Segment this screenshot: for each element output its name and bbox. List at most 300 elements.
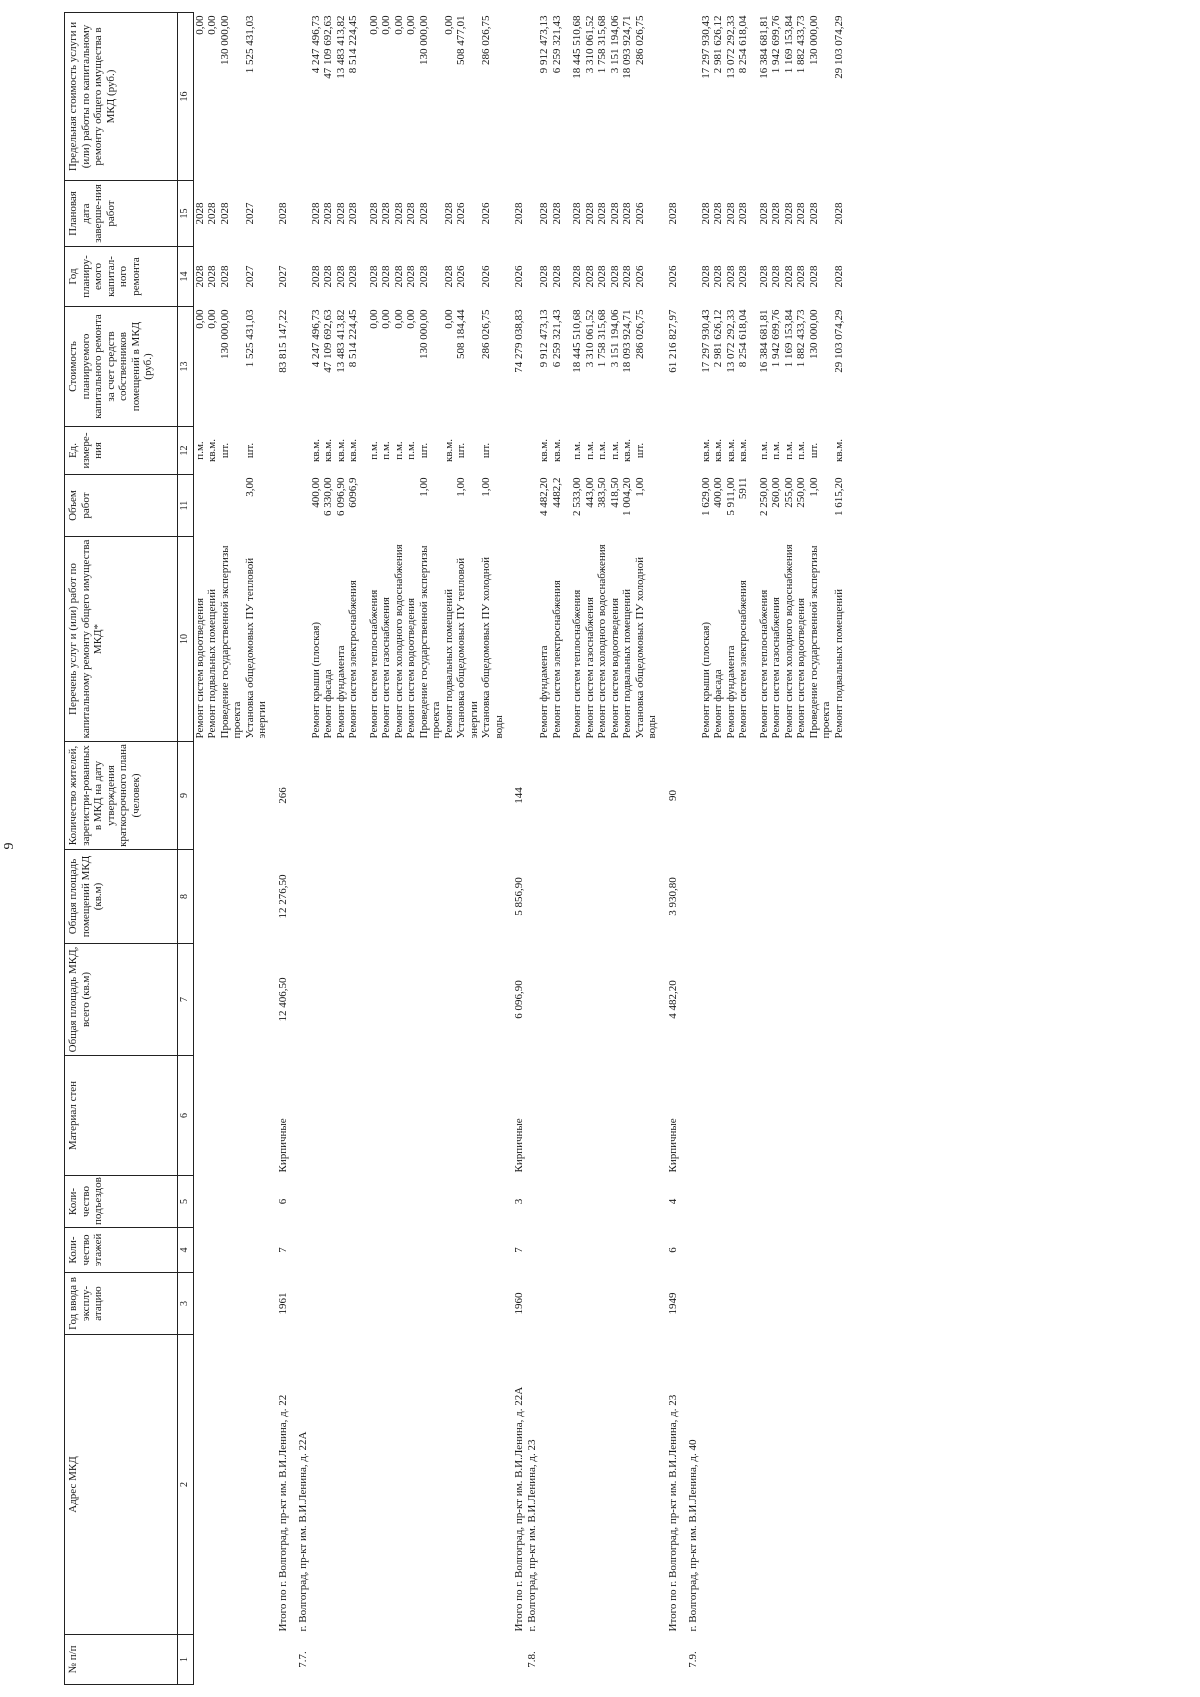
unit: шт. — [243, 442, 256, 459]
work-row — [770, 13, 783, 1685]
empty-cell — [297, 1056, 310, 1176]
empty-cell — [808, 1635, 833, 1685]
empty-cell — [725, 1335, 738, 1635]
empty-cell — [571, 1176, 584, 1228]
empty-cell — [526, 13, 539, 181]
unit: п.м. — [757, 441, 770, 460]
empty-cell — [783, 1273, 796, 1335]
empty-cell — [405, 1056, 418, 1176]
unit: п.м. — [193, 441, 206, 460]
building-address: г. Волгоград, пр-кт им. В.И.Ленина, д. 40 — [687, 1439, 699, 1632]
column-number: 3 — [178, 1273, 194, 1335]
empty-cell — [571, 1228, 584, 1273]
floors: 7 — [513, 1247, 525, 1253]
empty-cell — [393, 1176, 406, 1228]
work-name: Ремонт систем теплоснабжения — [757, 589, 770, 739]
work-row — [335, 13, 348, 1685]
work-name: Ремонт фасада — [712, 669, 724, 739]
work-volume — [219, 475, 244, 537]
empty-cell — [621, 1176, 634, 1228]
total-cost: 83 815 147,22 — [276, 309, 289, 373]
empty-cell — [335, 1635, 348, 1685]
end-year: 2028 — [757, 202, 770, 225]
end-year: 2028 — [193, 202, 206, 225]
empty-cell — [634, 1635, 659, 1685]
empty-cell — [808, 1176, 833, 1228]
empty-cell — [770, 742, 783, 850]
spacer-cell — [269, 13, 277, 1685]
empty-cell — [322, 1273, 335, 1335]
limit-cost: 0,00 — [392, 15, 405, 35]
empty-cell — [347, 944, 360, 1056]
empty-cell — [551, 742, 564, 850]
empty-cell — [405, 1635, 418, 1685]
empty-cell — [297, 537, 310, 742]
empty-cell — [700, 944, 713, 1056]
cost: 0,00 — [380, 309, 392, 329]
empty-cell — [795, 850, 808, 944]
work-row — [551, 13, 564, 1685]
unit: кв.м. — [737, 439, 749, 462]
empty-cell — [335, 1335, 348, 1635]
empty-cell — [596, 1176, 609, 1228]
end-year: 2027 — [243, 202, 256, 225]
column-header: Общая площадь МКД, всего (кв.м) — [65, 944, 178, 1056]
empty-cell — [609, 1228, 622, 1273]
unit: шт. — [807, 442, 820, 459]
unit: кв.м. — [550, 439, 563, 462]
spacer-cell — [289, 13, 297, 1685]
empty-cell — [335, 850, 348, 944]
work-row — [783, 13, 796, 1685]
empty-cell — [584, 1273, 597, 1335]
empty-cell — [526, 247, 539, 307]
empty-cell — [193, 944, 206, 1056]
empty-cell — [455, 1176, 480, 1228]
cost: 8 254 618,04 — [737, 309, 749, 368]
empty-cell — [322, 1056, 335, 1176]
empty-cell — [193, 1273, 206, 1335]
empty-cell — [368, 1273, 381, 1335]
cost: 29 103 074,29 — [832, 309, 845, 373]
empty-cell — [297, 944, 310, 1056]
empty-cell — [206, 1176, 219, 1228]
empty-cell — [368, 850, 381, 944]
empty-cell — [609, 1273, 622, 1335]
unit: п.м. — [367, 441, 380, 460]
repair-year: 2028 — [334, 265, 347, 288]
repair-year: 2028 — [322, 265, 334, 288]
total-cost: 74 279 038,83 — [513, 309, 525, 373]
wall-material: Кирпичные — [513, 1118, 525, 1173]
column-number: 2 — [178, 1335, 194, 1635]
empty-cell — [551, 944, 564, 1056]
empty-cell — [770, 944, 783, 1056]
empty-cell — [455, 1273, 480, 1335]
work-volume: 6096,9 — [347, 477, 359, 508]
work-name: Проведение государственной экспертизы проекта — [218, 545, 243, 739]
empty-cell — [571, 850, 584, 944]
cost: 130 000,00 — [807, 309, 820, 359]
limit-cost: 8 514 224,45 — [347, 15, 359, 74]
empty-cell — [596, 1273, 609, 1335]
work-volume: 383,50 — [596, 477, 608, 508]
empty-cell — [526, 850, 539, 944]
repair-year: 2027 — [243, 265, 256, 288]
area-total: 12 406,50 — [276, 977, 289, 1022]
repair-year: 2028 — [757, 265, 770, 288]
cost: 130 000,00 — [218, 309, 231, 359]
spacer-row — [750, 13, 758, 1685]
empty-cell — [621, 1273, 634, 1335]
empty-cell — [687, 944, 700, 1056]
empty-cell — [418, 1335, 443, 1635]
empty-cell — [443, 850, 456, 944]
work-row — [725, 13, 738, 1685]
empty-cell — [219, 850, 244, 944]
empty-cell — [480, 944, 505, 1056]
work-volume: 1,00 — [633, 477, 646, 497]
work-volume: 6 330,00 — [322, 477, 334, 516]
cost: 9 912 473,13 — [538, 309, 550, 368]
limit-cost: 18 445 510,68 — [571, 15, 583, 79]
empty-cell — [712, 1176, 725, 1228]
cost: 0,00 — [405, 309, 417, 329]
work-row — [480, 13, 505, 1685]
work-name: Ремонт систем электроснабжения — [550, 580, 563, 739]
empty-cell — [758, 742, 771, 850]
cost: 13 483 413,82 — [334, 309, 347, 373]
empty-cell — [770, 850, 783, 944]
empty-cell — [621, 742, 634, 850]
empty-cell — [667, 427, 680, 475]
work-name: Ремонт крыши (плоская) — [309, 621, 322, 739]
empty-cell — [783, 1228, 796, 1273]
empty-cell — [737, 944, 750, 1056]
limit-cost: 0,00 — [206, 15, 218, 35]
empty-cell — [712, 1228, 725, 1273]
spacer-cell — [360, 13, 368, 1685]
empty-cell — [368, 1056, 381, 1176]
empty-cell — [335, 742, 348, 850]
unit: п.м. — [782, 441, 795, 460]
spacer-row — [563, 13, 571, 1685]
work-volume: 6 096,90 — [334, 477, 347, 516]
work-volume: 400,00 — [309, 477, 322, 508]
empty-cell — [596, 742, 609, 850]
end-year: 2028 — [380, 202, 392, 225]
work-volume — [380, 475, 393, 537]
work-volume: 1 629,00 — [699, 477, 712, 516]
empty-cell — [368, 742, 381, 850]
end-year: 2028 — [347, 202, 359, 225]
empty-cell — [538, 1056, 551, 1176]
empty-cell — [480, 1176, 505, 1228]
empty-cell — [335, 1273, 348, 1335]
empty-cell — [808, 1273, 833, 1335]
year-built: 1949 — [666, 1292, 679, 1315]
empty-cell — [526, 475, 539, 537]
empty-cell — [783, 1176, 796, 1228]
limit-cost: 2 981 626,12 — [712, 15, 724, 74]
spacer-row — [289, 13, 297, 1685]
work-row — [405, 13, 418, 1685]
column-number: 6 — [178, 1056, 194, 1176]
end-year: 2028 — [322, 202, 334, 225]
empty-cell — [322, 1228, 335, 1273]
work-row — [700, 13, 713, 1685]
empty-cell — [712, 944, 725, 1056]
area-rooms: 5 856,90 — [513, 877, 525, 916]
total-row — [513, 13, 526, 1685]
cost: 1 758 315,68 — [596, 309, 608, 368]
empty-cell — [712, 1335, 725, 1635]
empty-cell — [687, 475, 700, 537]
empty-cell — [322, 1335, 335, 1635]
empty-cell — [219, 1273, 244, 1335]
empty-cell — [770, 1056, 783, 1176]
work-name: Ремонт систем электроснабжения — [347, 580, 359, 739]
work-name: Установка общедомовых ПУ холодной воды — [480, 556, 505, 739]
empty-cell — [513, 427, 526, 475]
empty-cell — [297, 307, 310, 427]
limit-cost: 1 942 699,76 — [770, 15, 782, 74]
end-year: 2028 — [538, 202, 550, 225]
building-row — [687, 13, 700, 1685]
empty-cell — [526, 1273, 539, 1335]
empty-cell — [380, 1635, 393, 1685]
unit: кв.м. — [442, 439, 455, 462]
limit-cost: 13 483 413,82 — [334, 15, 347, 79]
work-row — [443, 13, 456, 1685]
empty-cell — [621, 944, 634, 1056]
limit-cost: 0,00 — [367, 15, 380, 35]
empty-cell — [758, 944, 771, 1056]
work-volume: 1,00 — [480, 477, 492, 497]
empty-cell — [795, 1176, 808, 1228]
empty-cell — [596, 944, 609, 1056]
empty-cell — [770, 1176, 783, 1228]
empty-cell — [584, 944, 597, 1056]
end-year: 2028 — [782, 202, 795, 225]
unit: кв.м. — [322, 439, 334, 462]
empty-cell — [277, 1635, 290, 1685]
empty-cell — [455, 1635, 480, 1685]
empty-cell — [443, 1056, 456, 1176]
cost: 16 384 681,81 — [757, 309, 770, 373]
area-rooms: 3 930,80 — [666, 877, 679, 916]
work-name: Ремонт систем теплоснабжения — [571, 589, 583, 739]
empty-cell — [480, 1273, 505, 1335]
empty-cell — [322, 1176, 335, 1228]
empty-cell — [667, 475, 680, 537]
empty-cell — [443, 1335, 456, 1635]
empty-cell — [206, 1335, 219, 1635]
cost: 0,00 — [193, 309, 206, 329]
end-year: 2028 — [309, 202, 322, 225]
empty-cell — [571, 1273, 584, 1335]
empty-cell — [712, 1056, 725, 1176]
end-year: 2028 — [737, 202, 749, 225]
empty-cell — [455, 1335, 480, 1635]
empty-cell — [737, 1228, 750, 1273]
empty-cell — [526, 944, 539, 1056]
empty-cell — [621, 850, 634, 944]
empty-cell — [206, 1635, 219, 1685]
empty-cell — [277, 427, 290, 475]
empty-cell — [783, 742, 796, 850]
empty-cell — [795, 1335, 808, 1635]
spacer-cell — [563, 13, 571, 1685]
empty-cell — [380, 1056, 393, 1176]
empty-cell — [725, 1176, 738, 1228]
column-number: 7 — [178, 944, 194, 1056]
building-address: г. Волгоград, пр-кт им. В.И.Ленина, д. 23 — [525, 1439, 538, 1632]
unit: п.м. — [571, 441, 583, 460]
work-volume: 5 911,00 — [724, 477, 737, 516]
empty-cell — [393, 944, 406, 1056]
work-row — [219, 13, 244, 1685]
empty-cell — [297, 1273, 310, 1335]
end-year: 2028 — [699, 202, 712, 225]
spacer-cell — [679, 13, 687, 1685]
limit-cost: 0,00 — [405, 15, 417, 35]
work-row — [758, 13, 771, 1685]
repair-year: 2028 — [724, 265, 737, 288]
empty-cell — [368, 1635, 381, 1685]
empty-cell — [244, 742, 269, 850]
empty-cell — [347, 850, 360, 944]
empty-cell — [737, 1273, 750, 1335]
empty-cell — [405, 1335, 418, 1635]
work-row — [380, 13, 393, 1685]
column-number: 8 — [178, 850, 194, 944]
empty-cell — [584, 742, 597, 850]
cost: 3 151 194,06 — [608, 309, 621, 368]
empty-cell — [526, 537, 539, 742]
work-name: Ремонт подвальных помещений — [442, 588, 455, 739]
empty-cell — [219, 1635, 244, 1685]
empty-cell — [310, 742, 323, 850]
empty-cell — [687, 537, 700, 742]
empty-cell — [244, 1335, 269, 1635]
empty-cell — [405, 742, 418, 850]
empty-cell — [571, 944, 584, 1056]
limit-cost: 13 072 292,33 — [724, 15, 737, 79]
empty-cell — [193, 1335, 206, 1635]
repair-year: 2028 — [218, 265, 231, 288]
work-name: Проведение государственной экспертизы проекта — [417, 545, 442, 739]
empty-cell — [725, 1273, 738, 1335]
cost: 1 882 433,73 — [795, 309, 807, 368]
unit: кв.м. — [724, 439, 737, 462]
empty-cell — [551, 1056, 564, 1176]
work-name: Установка общедомовых ПУ тепловой энергии — [243, 557, 268, 739]
empty-cell — [538, 742, 551, 850]
empty-cell — [277, 537, 290, 742]
repair-year: 2028 — [737, 265, 749, 288]
empty-cell — [538, 1335, 551, 1635]
empty-cell — [193, 1056, 206, 1176]
empty-cell — [621, 1056, 634, 1176]
empty-cell — [609, 742, 622, 850]
empty-cell — [405, 850, 418, 944]
empty-cell — [335, 1228, 348, 1273]
empty-cell — [310, 1056, 323, 1176]
cost: 0,00 — [206, 309, 218, 329]
empty-cell — [206, 1273, 219, 1335]
empty-cell — [418, 742, 443, 850]
header-row — [65, 13, 178, 1685]
column-header: Ед. измере-ния — [65, 427, 178, 475]
spacer-row — [679, 13, 687, 1685]
empty-cell — [571, 1635, 584, 1685]
empty-cell — [418, 1228, 443, 1273]
work-row — [634, 13, 659, 1685]
work-volume — [368, 475, 381, 537]
empty-cell — [310, 850, 323, 944]
empty-cell — [335, 1176, 348, 1228]
repair-year: 2028 — [795, 265, 807, 288]
unit: шт. — [480, 442, 492, 459]
work-volume: 418,50 — [608, 477, 621, 508]
empty-cell — [687, 181, 700, 247]
limit-cost: 0,00 — [380, 15, 392, 35]
unit: п.м. — [380, 441, 392, 460]
repair-year: 2028 — [807, 265, 820, 288]
empty-cell — [596, 1056, 609, 1176]
end-year: 2028 — [218, 202, 231, 225]
empty-cell — [609, 1056, 622, 1176]
empty-cell — [551, 1335, 564, 1635]
end-year: 2028 — [571, 202, 583, 225]
work-volume: 250,00 — [795, 477, 807, 508]
work-row — [621, 13, 634, 1685]
repair-year: 2028 — [782, 265, 795, 288]
empty-cell — [833, 742, 846, 850]
spacer-cell — [750, 13, 758, 1685]
empty-cell — [347, 1176, 360, 1228]
empty-cell — [808, 742, 833, 850]
empty-cell — [480, 1056, 505, 1176]
empty-cell — [770, 1228, 783, 1273]
work-volume: 1,00 — [455, 477, 467, 497]
empty-cell — [538, 1273, 551, 1335]
empty-cell — [667, 13, 680, 181]
empty-cell — [335, 1056, 348, 1176]
total-address: Итого по г. Волгоград, пр-кт им. В.И.Ленина, д. 23 — [666, 1394, 679, 1632]
empty-cell — [571, 1056, 584, 1176]
empty-cell — [725, 850, 738, 944]
work-volume — [393, 475, 406, 537]
work-volume — [405, 475, 418, 537]
work-volume: 2 250,00 — [757, 477, 770, 516]
unit: п.м. — [596, 441, 608, 460]
column-header: Год планиру-емого капитал-ного ремонта — [65, 247, 178, 307]
work-name: Ремонт фасада — [322, 669, 334, 739]
empty-cell — [347, 742, 360, 850]
end-year: 2028 — [795, 202, 807, 225]
repair-year: 2028 — [193, 265, 206, 288]
limit-cost: 8 254 618,04 — [737, 15, 749, 74]
work-name: Ремонт систем холодного водоснабжения — [392, 544, 405, 739]
empty-cell — [667, 1635, 680, 1685]
empty-cell — [347, 1228, 360, 1273]
empty-cell — [368, 944, 381, 1056]
empty-cell — [538, 1635, 551, 1685]
empty-cell — [687, 850, 700, 944]
empty-cell — [219, 1335, 244, 1635]
